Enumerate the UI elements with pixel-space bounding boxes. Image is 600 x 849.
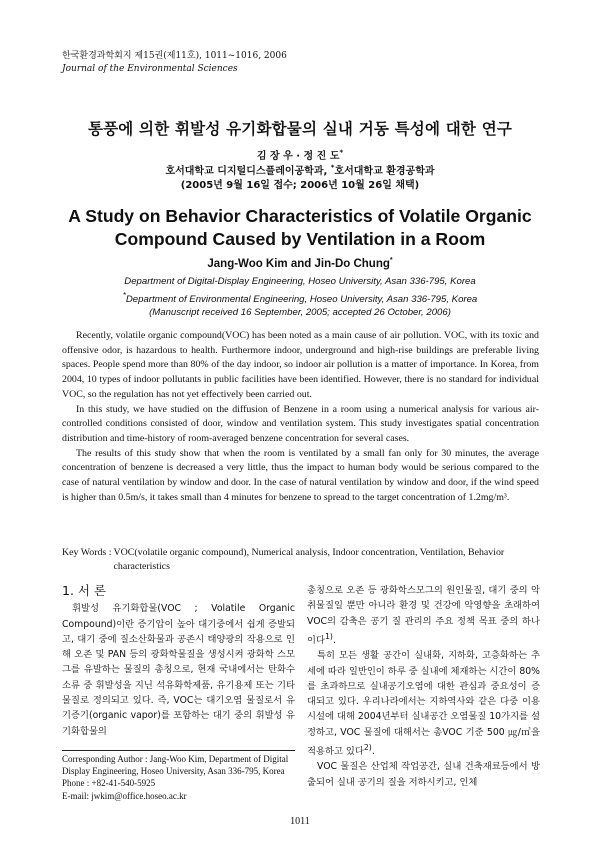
author-mark-en: * bbox=[389, 257, 393, 265]
affiliation-ko-b: 호서대학교 환경공학과 bbox=[334, 165, 435, 177]
title-en-line2: Compound Caused by Ventilation in a Room bbox=[114, 229, 486, 249]
affiliations-english bbox=[0, 275, 600, 320]
affiliation-mark-ko: * bbox=[330, 163, 335, 172]
body-paragraph bbox=[307, 583, 540, 648]
affiliation-ko bbox=[0, 165, 600, 180]
footnote-line-2: Display Engineering, Hoseo University, Asan 336-795, Korea bbox=[62, 766, 285, 777]
title-korean: 통풍에 의한 휘발성 유기화합물의 실내 거동 특성에 대한 연구 bbox=[87, 120, 513, 138]
authors-english bbox=[0, 258, 600, 270]
body-text: 특히 모든 생활 공간이 실내화, 지하화, 고층화하는 추세에 따라 일반인이 하루 중 실내에 체재하는 시간이 80%를 초과하므로 실내공기오염에 대한 관심과 중요성이 증대되고 있다. 우리나라에서는 지하역사와 같은 다중 이용시설에 대해 2004년부터 실내공간 오염물질 10가지를 설정하고, VOC 물질에 대해서는 총VOC 기준 500 ㎍/㎥을 적용하고 있다 bbox=[307, 650, 540, 758]
affiliation-en-2-mark: * bbox=[122, 290, 126, 300]
body-paragraph: VOC 물질은 산업체 작업공간, 실내 건축재료등에서 방출되어 실내 공기의 질을 저하시키고, 인체 bbox=[307, 761, 540, 788]
author-names-ko-text: 김 장 우 · 정 진 도 bbox=[256, 151, 340, 162]
keywords-text: VOC(volatile organic compound), Numerical analysis, Indoor concentration, Ventilation, Behavior characteristics bbox=[113, 547, 505, 572]
title-en-line1: A Study on Behavior Characteristics of Volatile Organic bbox=[68, 206, 532, 226]
affiliation-en-2 bbox=[0, 289, 600, 307]
affiliation-ko-a: 호서대학교 디지털디스플레이공학과, bbox=[165, 165, 331, 177]
citation-ref: 2) bbox=[363, 743, 372, 753]
body-text: 총칭으로 오존 등 광화학스모그의 원인물질, 대기 중의 악취물질일 뿐만 아니라 환경 및 건강에 악영향을 초래하여 VOC의 감축은 공기 질 관리의 주요 정책 목표 중의 하나이다 bbox=[307, 585, 540, 646]
body-paragraph: 휘발성 유기화합물(VOC ; Volatile Organic Compound)이란 증기압이 높아 대기중에서 쉽게 증발되고, 대기 중에 질소산화물과 공존시 태양광의 작용으로 인해 오존 및 PAN 등의 광화학물질을 생성시켜 광화학 스모그를 유발하는 물질의 총칭으로, 현재 국내에서는 탄화수소류 중 휘발성을 지닌 석유화학제품, 유기용제 또는 기타물질로 정의되고 있다. 즉, VOC는 대기오염 물질로서 유기증기(organic vapor)를 포함하는 대기 중의 휘발성 유기화합물의 bbox=[62, 603, 295, 737]
corresponding-author-footnote bbox=[62, 750, 295, 802]
manuscript-dates: (Manuscript received 16 September, 2005; accepted 26 October, 2006) bbox=[149, 307, 451, 319]
body-text-end: . bbox=[371, 746, 375, 758]
affiliation-en-1: Department of Digital-Display Engineering, Hoseo University, Asan 336-795, Korea bbox=[124, 276, 476, 287]
body-paragraph bbox=[307, 648, 540, 759]
authors-korean bbox=[0, 150, 600, 194]
body-column-right bbox=[307, 583, 540, 790]
footnote-email: E-mail: jwkim@office.hoseo.ac.kr bbox=[62, 790, 187, 801]
footnote-line-1: Corresponding Author : Jang-Woo Kim, Department of Digital bbox=[62, 754, 289, 764]
author-mark-ko: * bbox=[339, 148, 344, 157]
author-names-en: Jang-Woo Kim and Jin-Do Chung bbox=[207, 258, 390, 270]
keywords bbox=[62, 546, 539, 574]
body-text-end: . bbox=[332, 634, 336, 646]
journal-header bbox=[62, 50, 287, 76]
abstract bbox=[62, 329, 539, 505]
journal-citation-ko: 한국환경과학회지 제15권(제11호), 1011~1016, 2006 bbox=[62, 51, 287, 61]
received-dates-ko: (2005년 9월 16일 접수; 2006년 10월 26일 채택) bbox=[180, 180, 420, 191]
keywords-label: Key Words : bbox=[62, 547, 112, 558]
abstract-paragraph-2: In this study, we have studied on the diffusion of Benzene in a room using a numerical analysis for various air-controlled conditions consisted of door, window and ventilation system. This study investigates spatial concentration distribution and time-history of room-averaged benzene concentration for several cases. bbox=[62, 403, 539, 444]
abstract-paragraph-3: The results of this study show that when the room is ventilated by a small fan only for 30 minutes, the average concentration of benzene is decreased a very little, thus the impact to human body would be serious compared to the case of natural ventilation by window and door. In the case of natural ventilation by window and door, if the wind speed is higher than 0.5m/s, it takes small than 4 minutes for benzene to spread to the target concentration of 1.2mg/m³. bbox=[62, 447, 539, 503]
affiliation-en-2-text: Department of Environmental Engineering, Hoseo University, Asan 336-795, Korea bbox=[125, 293, 478, 305]
title-english bbox=[0, 205, 600, 251]
page-number: 1011 bbox=[290, 816, 310, 827]
body-column-left bbox=[62, 583, 295, 739]
journal-name-en: Journal of the Environmental Sciences bbox=[62, 64, 238, 74]
section-heading-introduction: 1. 서 론 bbox=[62, 583, 107, 598]
author-names-ko bbox=[0, 150, 600, 165]
abstract-paragraph-1: Recently, volatile organic compound(VOC) has been noted as a main cause of air pollution. VOC, with its toxic and offensive odor, is hazardous to health. Furthermore indoor, underground and high-rise buildings are preferable living spaces. People spend more than 80% of the day indoor, so indoor air pollution is a matter of importance. In Korea, from 2004, 10 types of indoor pollutants in public facilities have been identified. However, there is no standard for individual VOC, so the regulation has not yet effectively been carried out. bbox=[62, 330, 539, 400]
citation-ref: 1) bbox=[324, 631, 333, 641]
footnote-phone: Phone : +82-41-540-5925 bbox=[62, 778, 156, 789]
